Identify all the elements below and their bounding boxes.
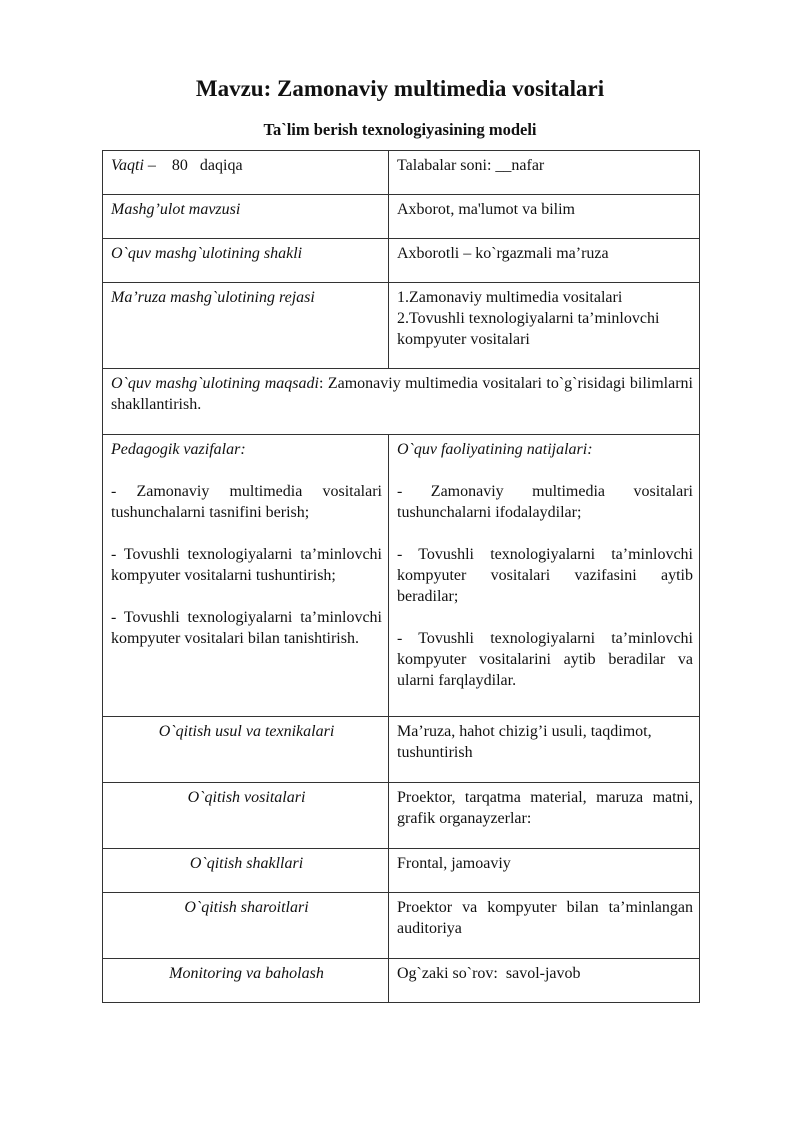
cell-form-label: O`quv mashg`ulotining shakli bbox=[103, 239, 389, 283]
document-subtitle: Ta`lim berish texnologiyasining modeli bbox=[263, 120, 537, 139]
goal-text: : Zamonaviy multimedia vositalari to`g`risidagi bilimlarni shakllantirish. bbox=[111, 375, 693, 413]
cell-forms-value: Frontal, jamoaviy bbox=[389, 849, 700, 893]
cell-student-count: Talabalar soni: __nafar bbox=[389, 151, 700, 195]
cell-plan-label: Ma’ruza mashg`ulotining rejasi bbox=[103, 283, 389, 369]
cell-conditions-label: O`qitish sharoitlari bbox=[103, 893, 389, 959]
table-row bbox=[103, 369, 700, 435]
cell-methods-label: O`qitish usul va texnikalari bbox=[103, 717, 389, 783]
cell-learning-outcomes bbox=[389, 435, 700, 717]
tasks-heading: Pedagogik vazifalar: bbox=[111, 441, 246, 458]
table-row bbox=[103, 717, 700, 783]
outcome-item: - Tovushli texnologiyalarni ta’minlovchi kompyuter vositalarini aytib beradilar va ularni farqlaydilar. bbox=[397, 630, 693, 689]
cell-monitoring-value: Og`zaki so`rov: savol-javob bbox=[389, 959, 700, 1003]
cell-topic-value: Axborot, ma'lumot va bilim bbox=[389, 195, 700, 239]
goal-label: O`quv mashg`ulotining maqsadi bbox=[111, 375, 319, 392]
table-row bbox=[103, 849, 700, 893]
outcome-item: - Zamonaviy multimedia vositalari tushunchalarni ifodalaydilar; bbox=[397, 483, 693, 521]
cell-form-value: Axborotli – ko`rgazmali ma’ruza bbox=[389, 239, 700, 283]
cell-conditions-value: Proektor va kompyuter bilan ta’minlangan auditoriya bbox=[389, 893, 700, 959]
cell-topic-label: Mashg’ulot mavzusi bbox=[103, 195, 389, 239]
lesson-model-table bbox=[102, 150, 700, 1003]
cell-pedagogical-tasks bbox=[103, 435, 389, 717]
table-row bbox=[103, 783, 700, 849]
table-row bbox=[103, 151, 700, 195]
task-item: - Zamonaviy multimedia vositalari tushunchalarni tasnifini berish; bbox=[111, 483, 382, 521]
table-row bbox=[103, 283, 700, 369]
outcomes-heading: O`quv faoliyatining natijalari: bbox=[397, 441, 593, 458]
cell-methods-value: Ma’ruza, hahot chizig’i usuli, taqdimot, tushuntirish bbox=[389, 717, 700, 783]
table-row bbox=[103, 959, 700, 1003]
task-item: - Tovushli texnologiyalarni ta’minlovchi kompyuter vositalari bilan tanishtirish. bbox=[111, 609, 382, 647]
cell-plan-value bbox=[389, 283, 700, 369]
cell-duration bbox=[103, 151, 389, 195]
document-title: Mavzu: Zamonaviy multimedia vositalari bbox=[195, 76, 605, 101]
table-row bbox=[103, 195, 700, 239]
cell-tools-value: Proektor, tarqatma material, maruza matni, grafik organayzerlar: bbox=[389, 783, 700, 849]
plan-item: 2.Tovushli texnologiyalarni ta’minlovchi kompyuter vositalari bbox=[397, 310, 660, 348]
outcome-item: - Tovushli texnologiyalarni ta’minlovchi kompyuter vositalari vazifasini aytib beradilar; bbox=[397, 546, 693, 605]
cell-forms-label: O`qitish shakllari bbox=[103, 849, 389, 893]
table-row bbox=[103, 239, 700, 283]
table-row bbox=[103, 893, 700, 959]
cell-goal bbox=[103, 369, 700, 435]
plan-item: 1.Zamonaviy multimedia vositalari bbox=[397, 289, 623, 306]
cell-monitoring-label: Monitoring va baholash bbox=[103, 959, 389, 1003]
table-row bbox=[103, 435, 700, 717]
task-item: - Tovushli texnologiyalarni ta’minlovchi kompyuter vositalarni tushuntirish; bbox=[111, 546, 382, 584]
duration-label: Vaqti – bbox=[111, 157, 156, 174]
cell-tools-label: O`qitish vositalari bbox=[103, 783, 389, 849]
duration-value: 80 daqiqa bbox=[155, 157, 243, 174]
